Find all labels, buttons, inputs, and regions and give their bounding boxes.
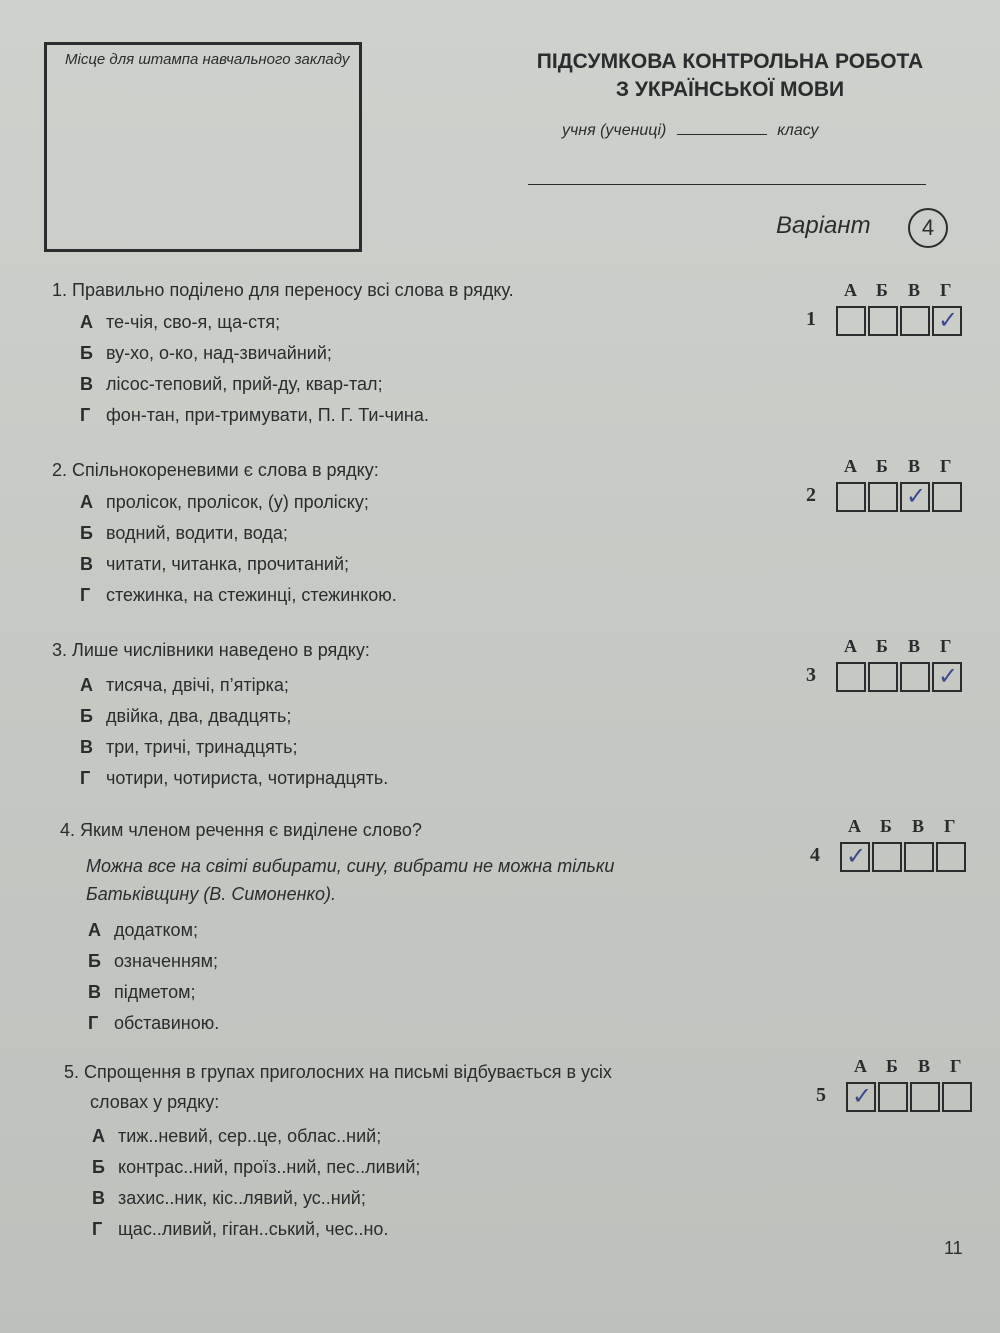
student-label: учня (учениці) (562, 122, 667, 139)
question-3-option-a: А тисяча, двічі, п’ятірка; (80, 675, 289, 695)
question-5-option-b: Б контрас..ний, проїз..ний, пес..ливий; (92, 1157, 421, 1177)
check-mark-icon: ✓ (846, 842, 867, 870)
question-5-option-d: Г щас..ливий, гіган..ський, чес..но. (92, 1219, 389, 1239)
answer-cell-4[interactable] (942, 1082, 972, 1112)
question-5-text-line-2: словах у рядку: (90, 1092, 220, 1112)
answer-cell-3[interactable] (900, 662, 930, 692)
answer-header-2: Б (886, 1056, 898, 1076)
answer-header-4: Г (940, 280, 952, 300)
question-2-option-a: А пролісок, пролісок, (у) проліску; (80, 492, 369, 512)
answer-cell-3[interactable] (904, 842, 934, 872)
answer-header-3: В (918, 1056, 931, 1076)
question-1-option-a: А те-чія, сво-я, ща-стя; (80, 312, 281, 332)
answer-header-4: Г (940, 636, 952, 656)
question-4-option-d: Г обставиною. (88, 1013, 220, 1033)
question-4-text: 4. Яким членом речення є виділене слово? (60, 820, 422, 840)
answer-number: 5 (816, 1084, 826, 1106)
answer-cell-4[interactable] (932, 306, 962, 336)
answer-header-1: А (854, 1056, 867, 1076)
question-2-option-b: Б водний, водити, вода; (80, 523, 288, 543)
answer-cell-3[interactable] (900, 306, 930, 336)
question-5-text: 5. Спрощення в групах приголосних на письмі відбувається в усіх (64, 1062, 612, 1082)
answer-header-2: Б (876, 636, 888, 656)
answer-cell-1[interactable] (836, 662, 866, 692)
question-1-option-c: В лісос-теповий, прий-ду, квар-тал; (80, 374, 383, 394)
question-4-quote-line-1: Можна все на світі вибирати, сину, вибрати не можна тільки (86, 856, 615, 876)
question-4-quote-line-2: Батьківщину (В. Симоненко). (86, 884, 337, 904)
answer-cell-2[interactable] (872, 842, 902, 872)
page-number: 11 (944, 1238, 963, 1258)
question-1-option-d: Г фон-тан, при-тримувати, П. Г. Ти-чина. (80, 405, 429, 425)
name-blank-line[interactable] (528, 184, 926, 185)
answer-header-2: Б (876, 280, 888, 300)
answer-cell-1[interactable] (836, 482, 866, 512)
answer-cell-4[interactable] (932, 662, 962, 692)
question-3-option-c: В три, тричі, тринадцять; (80, 737, 298, 757)
answer-cell-1[interactable] (846, 1082, 876, 1112)
check-mark-icon: ✓ (852, 1082, 873, 1110)
variant-label: Варіант (776, 212, 871, 239)
answer-cell-3[interactable] (910, 1082, 940, 1112)
answer-header-4: Г (940, 456, 952, 476)
answer-cell-2[interactable] (878, 1082, 908, 1112)
answer-cell-2[interactable] (868, 482, 898, 512)
answer-header-4: Г (950, 1056, 962, 1076)
question-1-text: 1. Правильно поділено для переносу всі слова в рядку. (52, 280, 514, 300)
answer-number: 2 (806, 484, 816, 506)
title-line-2: З УКРАЇНСЬКОЇ МОВИ (615, 78, 845, 101)
answer-header-1: А (844, 636, 857, 656)
question-5-option-a: А тиж..невий, сер..це, облас..ний; (92, 1126, 382, 1146)
question-5-option-c: В захис..ник, кіс..лявий, ус..ний; (92, 1188, 366, 1208)
answer-header-2: Б (876, 456, 888, 476)
question-4-option-a: А додатком; (88, 920, 198, 940)
answer-cell-1[interactable] (840, 842, 870, 872)
question-4-option-b: Б означенням; (88, 951, 219, 971)
answer-cell-4[interactable] (932, 482, 962, 512)
question-3-option-d: Г чотири, чотириста, чотирнадцять. (80, 768, 389, 788)
answer-header-1: А (844, 280, 857, 300)
question-4-option-c: В підметом; (88, 982, 196, 1002)
answer-cell-2[interactable] (868, 306, 898, 336)
question-1-option-b: Б ву-хо, о-ко, над-звичайний; (80, 343, 332, 363)
title-line-1: ПІДСУМКОВА КОНТРОЛЬНА РОБОТА (536, 50, 924, 73)
answer-header-3: В (908, 280, 921, 300)
class-blank[interactable] (677, 134, 767, 135)
answer-header-1: А (844, 456, 857, 476)
answer-cell-2[interactable] (868, 662, 898, 692)
class-label: класу (777, 122, 819, 139)
question-2-text: 2. Спільнокореневими є слова в рядку: (52, 460, 379, 480)
answer-header-3: В (908, 456, 921, 476)
variant-number: 4 (908, 208, 948, 248)
answer-number: 1 (806, 308, 816, 330)
answer-number: 3 (806, 664, 816, 686)
question-3-text: 3. Лише числівники наведено в рядку: (52, 640, 370, 660)
answer-header-4: Г (944, 816, 956, 836)
question-2-option-d: Г стежинка, на стежинці, стежинкою. (80, 585, 397, 605)
answer-header-3: В (912, 816, 925, 836)
question-2-option-c: В читати, читанка, прочитаний; (80, 554, 350, 574)
answer-header-1: А (848, 816, 861, 836)
stamp-label: Місце для штампа навчального закладу (65, 51, 350, 68)
stamp-box (44, 42, 362, 252)
check-mark-icon: ✓ (938, 306, 959, 334)
answer-cell-3[interactable] (900, 482, 930, 512)
page-title (500, 48, 960, 104)
check-mark-icon: ✓ (906, 482, 927, 510)
answer-header-3: В (908, 636, 921, 656)
answer-cell-1[interactable] (836, 306, 866, 336)
answer-number: 4 (810, 844, 820, 866)
check-mark-icon: ✓ (938, 662, 959, 690)
answer-header-2: Б (880, 816, 892, 836)
question-3-option-b: Б двійка, два, двадцять; (80, 706, 292, 726)
answer-cell-4[interactable] (936, 842, 966, 872)
student-line (562, 122, 819, 140)
